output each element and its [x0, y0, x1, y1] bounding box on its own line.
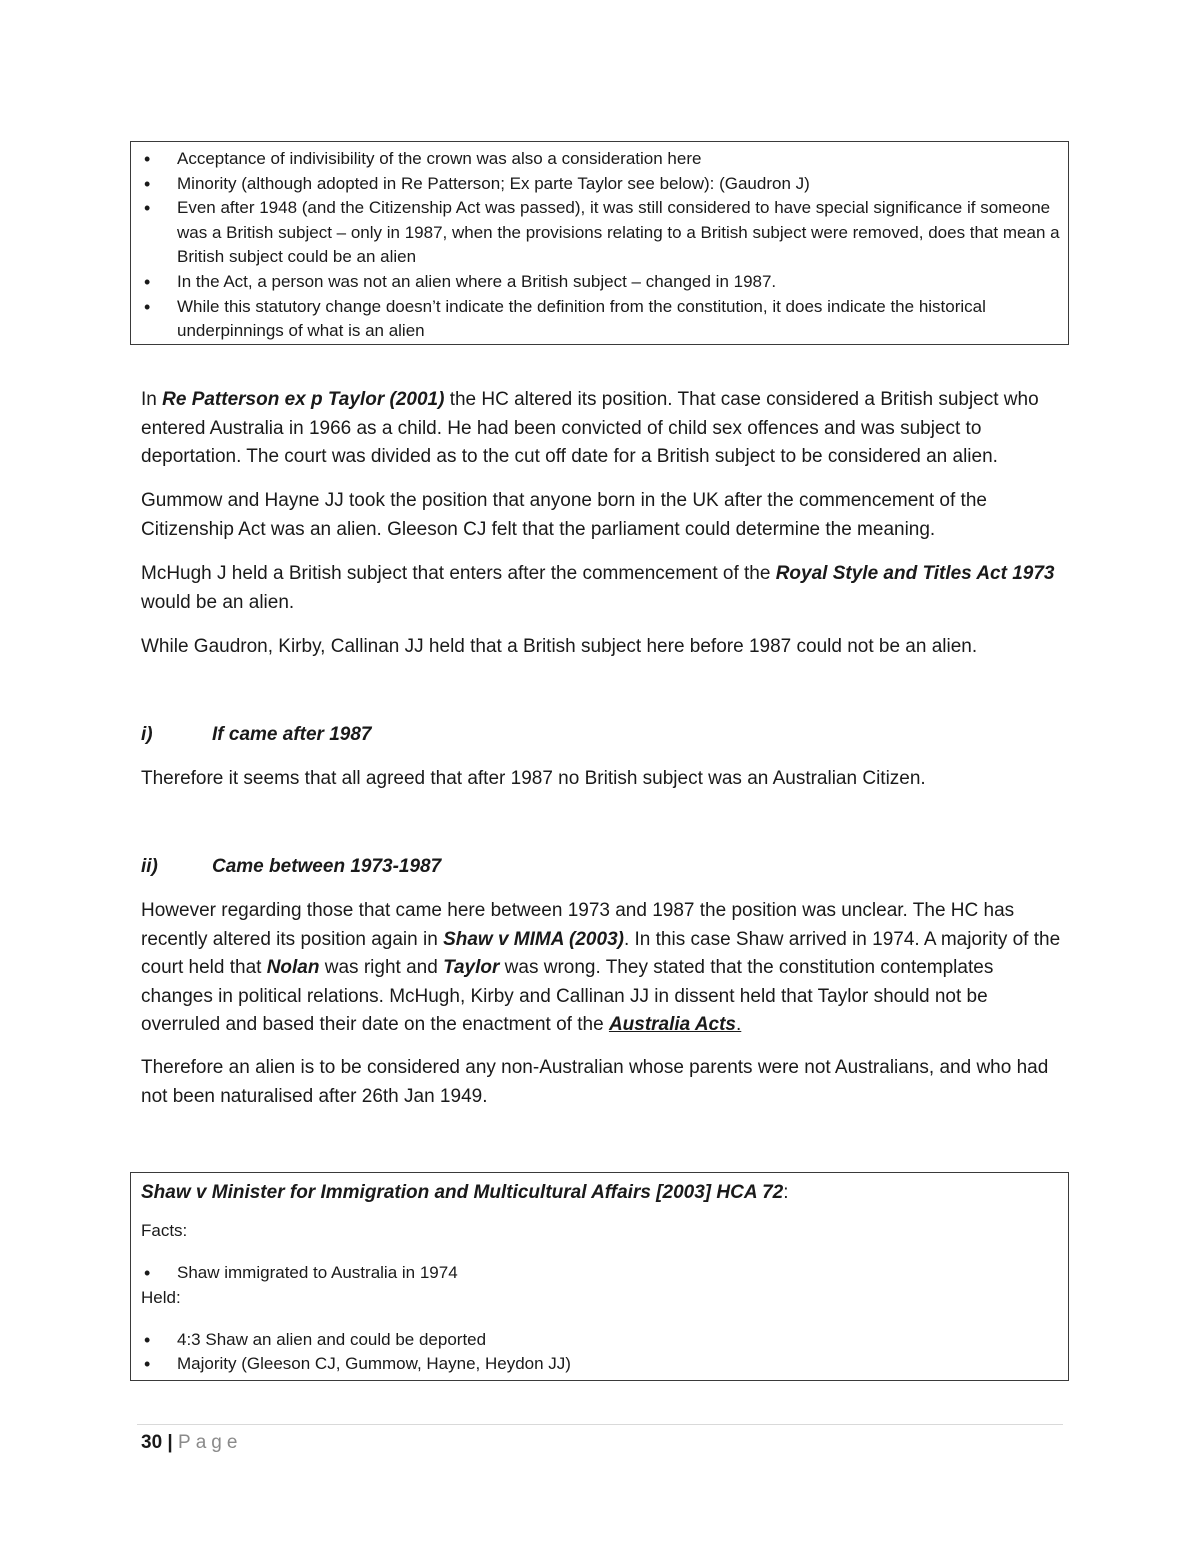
paragraph-gummow-hayne: Gummow and Hayne JJ took the position that anyone born in the UK after the commencement of the Citizenship Act was an alien. Gleeson CJ felt that the parliament could determine the meaning.: [141, 490, 987, 540]
act-name: Australia Acts: [608, 1014, 736, 1036]
page-footer: [141, 1430, 242, 1456]
paragraph-taylor: In Re Patterson ex p Taylor (2001) the HC altered its position. That case considered a British subject who entered Australia in 1966 as a child. He had been convicted of child sex offences and was subject to deportation. The court was divided as to the cut off date for a British subject to be considered an alien.: [141, 389, 1039, 468]
list-item: • 4:3 Shaw an alien and could be deported: [141, 1328, 1068, 1353]
section-title: If came after 1987: [212, 724, 372, 745]
paragraph-conclusion: Therefore an alien is to be considered any non-Australian whose parents were not Australians, and who had not been naturalised after 26th Jan 1949.: [141, 1057, 1049, 1107]
list-item: • Minority (although adopted in Re Patterson; Ex parte Taylor see below): (Gaudron J): [131, 172, 1068, 197]
list-item: • Acceptance of indivisibility of the crown was also a consideration here: [131, 147, 1068, 172]
list-item: • Shaw immigrated to Australia in 1974: [141, 1261, 1068, 1286]
case-name: Re Patterson ex p Taylor (2001): [162, 389, 445, 410]
section-number: ii): [141, 856, 158, 877]
page-label: Page: [178, 1432, 243, 1453]
notes-box: [130, 141, 1069, 345]
facts-label: Facts:: [141, 1221, 188, 1240]
held-list: [141, 1328, 1068, 1377]
section-number: i): [141, 724, 153, 745]
paragraph-after-1987: Therefore it seems that all agreed that after 1987 no British subject was an Australian Citizen.: [141, 768, 926, 789]
paragraph-gaudron: While Gaudron, Kirby, Callinan JJ held that a British subject here before 1987 could not be an alien.: [141, 636, 978, 657]
footer-divider: [137, 1424, 1063, 1425]
paragraph-mchugh: McHugh J held a British subject that enters after the commencement of the Royal Style and Titles Act 1973 would be an alien.: [141, 563, 1055, 613]
section-heading: [141, 721, 372, 749]
page-number: 30: [141, 1432, 163, 1453]
facts-list: [141, 1261, 1068, 1286]
case-title: Shaw v Minister for Immigration and Multicultural Affairs [2003] HCA 72:: [141, 1182, 789, 1203]
held-label: Held:: [141, 1287, 181, 1307]
list-item: • In the Act, a person was not an alien where a British subject – changed in 1987.: [131, 270, 1068, 295]
list-item: • Majority (Gleeson CJ, Gummow, Hayne, Heydon JJ): [141, 1352, 1068, 1377]
section-title: Came between 1973-1987: [212, 856, 442, 877]
case-name: Shaw v MIMA (2003): [443, 928, 624, 950]
paragraph-shaw: However regarding those that came here between 1973 and 1987 the position was unclear. The HC has recently altered its position again in Shaw v MIMA (2003). In this case Shaw arrived in 1974. A majority of the court held that Nolan was right and Taylor was wrong. They stated that the constitution contemplates changes in political relations. McHugh, Kirby and Callinan JJ in dissent held that Taylor should not be overruled and based their date on the enactment of the Australia Acts.: [141, 900, 1061, 1036]
case-name: Nolan: [266, 957, 320, 979]
notes-list: [131, 147, 1068, 344]
footer-separator: |: [162, 1432, 179, 1453]
case-name: Taylor: [443, 957, 500, 979]
list-item: • Even after 1948 (and the Citizenship Act was passed), it was still considered to have special significance if someone was a British subject – only in 1987, when the provisions relating to a British subject were removed, does that mean a British subject could be an alien: [131, 196, 1068, 270]
act-name: Royal Style and Titles Act 1973: [775, 563, 1055, 584]
section-heading: [141, 853, 441, 881]
list-item: • While this statutory change doesn’t indicate the definition from the constitution, it does indicate the historical underpinnings of what is an alien: [131, 295, 1068, 344]
case-summary-box: [130, 1172, 1069, 1381]
